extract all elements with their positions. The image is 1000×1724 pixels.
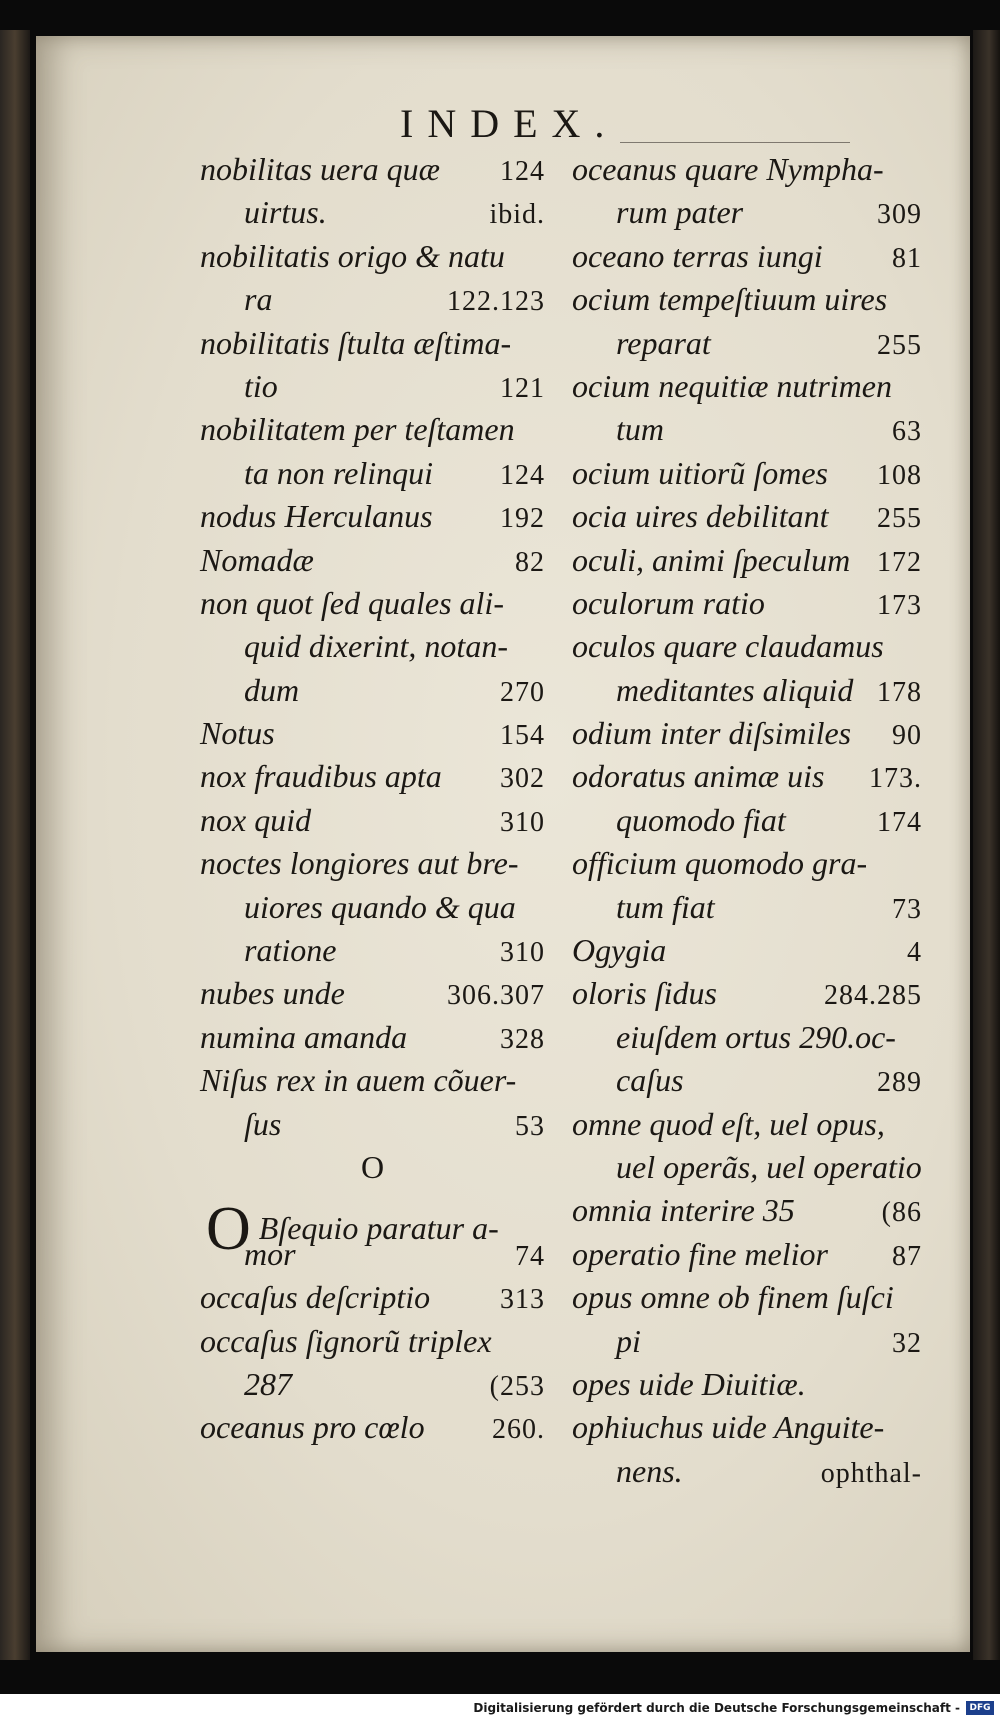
index-entry-text: noctes longiores aut bre- — [200, 845, 519, 882]
index-entry-text: 287 — [244, 1365, 292, 1402]
index-entry-text: nox quid — [200, 801, 312, 838]
index-entry-page-ref: 32 — [892, 1327, 922, 1359]
index-entry-text: rum pater — [616, 194, 744, 231]
index-entry-text: oculorum ratio — [572, 584, 765, 621]
index-entry — [572, 365, 922, 408]
index-entry-page-ref: 108 — [877, 459, 922, 491]
index-entry-text: eiuſdem ortus 290.oc- — [616, 1018, 896, 1055]
index-entry-text: omnia interire 35 — [572, 1192, 795, 1229]
dfg-logo: DFG — [966, 1701, 994, 1715]
index-entry — [572, 539, 922, 582]
index-entry — [200, 799, 545, 842]
index-entry-page-ref: 309 — [877, 199, 922, 231]
index-entry-text: uiores quando & qua — [244, 888, 516, 925]
index-entry-page-ref: 154 — [500, 720, 545, 752]
index-entry — [200, 191, 545, 234]
index-entry-text: uel operãs, uel operatio — [616, 1148, 922, 1185]
index-entry-text: ta non relinqui — [244, 454, 434, 491]
index-entry-text: opus omne ob finem ſuſci — [572, 1279, 894, 1316]
index-entry-page-ref: 81 — [892, 242, 922, 274]
index-entry-text: Ogygia — [572, 932, 667, 969]
index-entry-text: ocium tempeſtiuum uires — [572, 281, 888, 318]
index-entry-text: quomodo fiat — [616, 801, 786, 838]
index-entry — [572, 1016, 922, 1059]
index-entry-page-ref: 74 — [515, 1240, 545, 1272]
index-entry — [572, 886, 922, 929]
index-entry-page-ref: 4 — [907, 937, 922, 969]
index-entry — [572, 929, 922, 972]
index-entry-page-ref: (86 — [881, 1197, 922, 1229]
index-entry — [200, 365, 545, 408]
index-entry-text: occaſus ſignorũ triplex — [200, 1322, 492, 1359]
index-entry — [572, 582, 922, 625]
index-entry-page-ref: 260. — [492, 1414, 545, 1446]
index-entry — [572, 1103, 922, 1146]
index-entry-page-ref: 192 — [500, 503, 545, 535]
index-entry — [200, 712, 545, 755]
index-entry-page-ref: 121 — [500, 372, 545, 404]
index-entry-text: nens. — [616, 1452, 683, 1489]
index-entry-page-ref: 178 — [877, 676, 922, 708]
index-entry-page-ref: 122.123 — [447, 286, 545, 318]
index-entry-text: meditantes aliquid — [616, 671, 854, 708]
index-entry — [572, 1233, 922, 1276]
index-entry-text: O — [360, 1148, 385, 1185]
index-entry — [200, 582, 545, 625]
index-entry — [200, 842, 545, 885]
page-header: INDEX. — [400, 101, 619, 146]
index-entry — [200, 148, 545, 191]
index-entry — [200, 972, 545, 1015]
index-entry-text: dum — [244, 671, 300, 708]
index-entry-text: oceanus quare Nympha- — [572, 151, 884, 187]
index-entry-text: ocium nequitiæ nutrimen — [572, 367, 892, 404]
index-entry-page-ref: 53 — [515, 1110, 545, 1142]
index-entry-text: nubes unde — [200, 975, 345, 1012]
index-entry — [200, 495, 545, 538]
index-entry-text: ratione — [244, 932, 337, 969]
index-entry — [572, 799, 922, 842]
drop-capital: O — [206, 1195, 251, 1264]
index-entry-text: nobilitatem per teſtamen — [200, 411, 515, 448]
index-entry — [572, 235, 922, 278]
index-entry-page-ref: 73 — [892, 893, 922, 925]
index-entry-page-ref: 302 — [500, 763, 545, 795]
index-entry — [200, 1016, 545, 1059]
index-entry-text: non quot ſed quales ali- — [200, 584, 504, 621]
index-entry-page-ref: 306.307 — [447, 980, 545, 1012]
index-entry — [572, 452, 922, 495]
index-entry-page-ref: 87 — [892, 1240, 922, 1272]
index-entry-text: uirtus. — [244, 194, 327, 231]
index-entry-page-ref: 124 — [500, 156, 545, 187]
index-entry-text: numina amanda — [200, 1018, 408, 1055]
index-entry — [572, 1059, 922, 1102]
index-entry — [572, 712, 922, 755]
index-entry — [572, 1146, 922, 1189]
index-entry — [200, 755, 545, 798]
index-entry-page-ref: 174 — [877, 806, 922, 838]
index-entry-text: occaſus deſcriptio — [200, 1279, 431, 1316]
index-entry — [572, 1363, 922, 1406]
index-entry-text: omne quod eſt, uel opus, — [572, 1105, 885, 1142]
index-entry-page-ref: 310 — [500, 806, 545, 838]
index-entry-text: ra — [244, 281, 273, 318]
index-entry-page-ref: 255 — [877, 329, 922, 361]
index-entry — [200, 1059, 545, 1102]
index-entry-text: ophiuchus uide Anguite- — [572, 1409, 885, 1446]
index-entry-text: quid dixerint, notan- — [244, 628, 508, 665]
index-entry-text: oculos quare claudamus — [572, 628, 884, 665]
index-entry-text: officium quomodo gra- — [572, 845, 868, 882]
index-entry — [572, 669, 922, 712]
index-entry-text: odium inter diſsimiles — [572, 715, 852, 752]
index-entry-text: tum — [616, 411, 664, 448]
index-entry-text: tum fiat — [616, 888, 715, 925]
index-entry-page-ref: ophthal- — [820, 1457, 922, 1489]
index-entry-page-ref: 172 — [877, 546, 922, 578]
index-entry — [200, 625, 545, 668]
index-entry-page-ref: 173. — [869, 763, 922, 795]
index-entry-text: Niſus rex in auem cõuer- — [200, 1062, 517, 1099]
index-entry-page-ref: 90 — [892, 720, 922, 752]
index-entry-page-ref: ibid. — [489, 199, 545, 231]
index-entry-text: oloris ſidus — [572, 975, 717, 1012]
index-entry — [200, 1103, 545, 1146]
index-entry — [572, 495, 922, 538]
index-entry-text: tio — [244, 367, 278, 404]
index-entry-text: odoratus animæ uis — [572, 758, 825, 795]
index-entry — [200, 1406, 545, 1449]
index-entry-page-ref: 289 — [877, 1067, 922, 1099]
index-entry-text: oceanus pro cœlo — [200, 1409, 425, 1446]
index-entry — [572, 1406, 922, 1449]
index-entry-text: nox fraudibus apta — [200, 758, 442, 795]
funding-credit: Digitalisierung gefördert durch die Deutsche Forschungsgemeinschaft - — [473, 1701, 960, 1715]
index-entry-page-ref: 270 — [500, 676, 545, 708]
index-entry-text: ſus — [244, 1105, 282, 1142]
index-entry-text: opes uide Diuitiæ. — [572, 1365, 806, 1402]
index-entry-text: nobilitatis ſtulta æſtima- — [200, 324, 512, 361]
index-entry-text: caſus — [616, 1062, 684, 1099]
index-entry — [200, 539, 545, 582]
index-entry — [572, 755, 922, 798]
index-entry — [200, 1276, 545, 1319]
index-entry-text: oculi, animi ſpeculum — [572, 541, 851, 578]
index-entry-page-ref: 310 — [500, 937, 545, 969]
index-entry — [572, 1189, 922, 1232]
index-entry-text: Notus — [200, 715, 275, 752]
index-entry — [572, 278, 922, 321]
index-entry-text: Nomadæ — [200, 541, 314, 578]
book-binding-left — [0, 30, 30, 1660]
index-entry-page-ref: 124 — [500, 459, 545, 491]
index-entry — [572, 191, 922, 234]
index-entry — [200, 1363, 545, 1406]
index-entry — [200, 1320, 545, 1363]
index-entry — [572, 625, 922, 668]
index-entry — [200, 278, 545, 321]
index-entry-page-ref: 63 — [892, 416, 922, 448]
index-entry — [572, 148, 922, 191]
index-entry-text: nodus Herculanus — [200, 498, 433, 535]
header-rule — [620, 142, 850, 143]
index-entry — [200, 669, 545, 712]
index-column-left — [200, 148, 545, 1450]
index-entry-page-ref: 313 — [500, 1284, 545, 1316]
index-entry — [200, 408, 545, 451]
index-entry — [200, 452, 545, 495]
index-entry — [200, 886, 545, 929]
index-entry — [200, 1146, 545, 1189]
index-entry-text: oceano terras iungi — [572, 237, 823, 274]
book-edge-right — [973, 30, 1000, 1660]
index-entry-page-ref: 284.285 — [824, 980, 922, 1012]
index-entry-text: pi — [616, 1322, 641, 1359]
index-entry — [572, 972, 922, 1015]
index-entry-page-ref: 328 — [500, 1023, 545, 1055]
index-entry-page-ref: 82 — [515, 546, 545, 578]
index-entry-page-ref: 173 — [877, 589, 922, 621]
index-entry — [572, 1276, 922, 1319]
index-entry-text: ocium uitiorũ ſomes — [572, 454, 828, 491]
footer-bar — [0, 1694, 1000, 1724]
index-entry-text: reparat — [616, 324, 711, 361]
index-entry — [200, 929, 545, 972]
index-entry — [200, 235, 545, 278]
index-entry — [572, 1450, 922, 1493]
index-column-right — [572, 148, 922, 1493]
index-entry — [572, 842, 922, 885]
index-entry — [200, 322, 545, 365]
index-entry — [572, 408, 922, 451]
index-entry-text: ocia uires debilitant — [572, 498, 829, 535]
index-entry-page-ref: 255 — [877, 503, 922, 535]
index-entry-text: mor — [244, 1235, 296, 1272]
index-entry — [572, 1320, 922, 1363]
index-entry-text: nobilitas uera quæ — [200, 151, 441, 187]
index-entry-page-ref: (253 — [489, 1370, 545, 1402]
index-entry-text: nobilitatis origo & natu — [200, 237, 505, 274]
index-entry-text: Bſequio paratur a- — [258, 1210, 499, 1247]
index-entry-text: operatio fine melior — [572, 1235, 828, 1272]
index-entry — [572, 322, 922, 365]
